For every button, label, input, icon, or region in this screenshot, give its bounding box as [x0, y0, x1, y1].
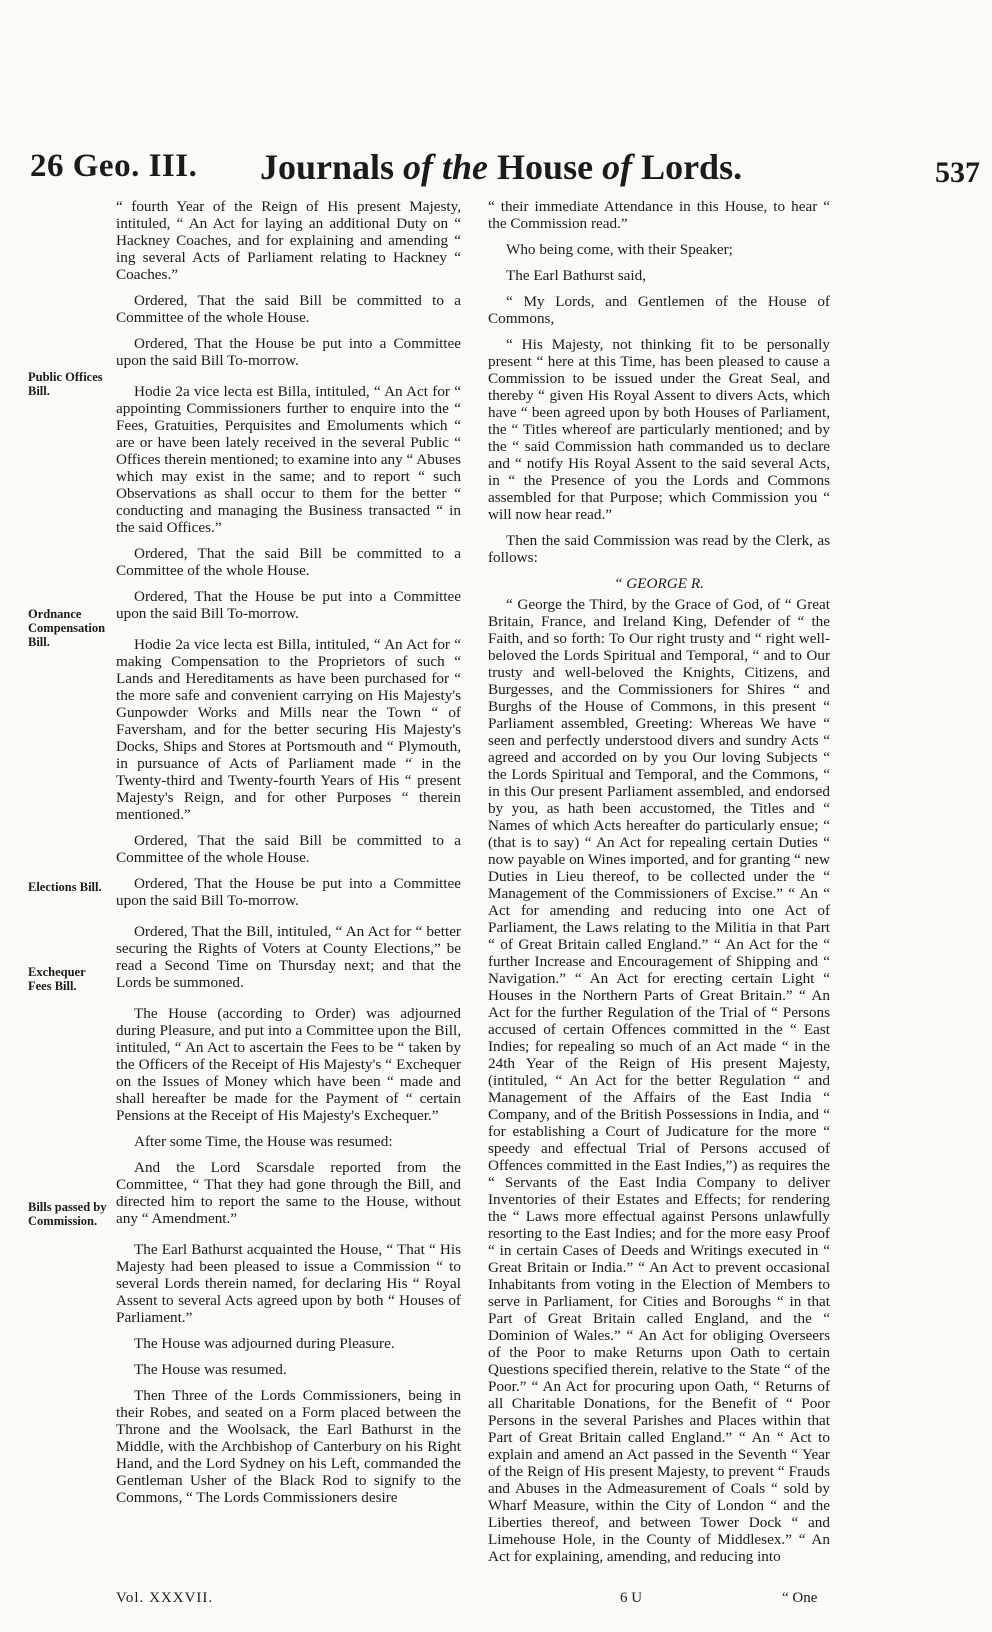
- title-part: of: [602, 147, 633, 187]
- paragraph: Ordered, That the said Bill be committed to a Committee of the whole House.: [116, 292, 461, 326]
- paragraph: Who being come, with their Speaker;: [506, 241, 733, 258]
- paragraph: The House (according to Order) was adjourned during Pleasure, and put into a Committee upon the Bill, intituled, “ An Act to ascertain the Fees to be “ taken by the Officers of the Receipt of His Majesty's “ Exchequer on the Issues of Money which have been “ made and shall hereafter be made for the Payment of “ certain Pensions at the Receipt of His Majesty's Exchequer.”: [116, 1005, 461, 1124]
- right-column: [488, 198, 830, 1574]
- paragraph: Hodie 2a vice lecta est Billa, intituled, “ An Act for “ making Compensation to the Proprietors of such “ Lands and Hereditaments as have been purchased for “ the more safe and convenient carrying on His Majesty's Gunpowder Works and Mills near the Town “ of Faversham, and for the better securing His Majesty's Docks, Ships and Stores at Portsmouth and “ Plymouth, in pursuance of Acts of Parliament made “ in the Twenty-third and Twenty-fourth Years of His “ present Majesty's Reign, and for other Purposes “ therein mentioned.”: [116, 636, 461, 823]
- margin-note-ordnance: Ordnance Compensation Bill.: [28, 607, 106, 649]
- margin-note-exchequer: Exchequer Fees Bill.: [28, 965, 86, 993]
- paragraph: “ fourth Year of the Reign of His present Majesty, intituled, “ An Act for laying an additional Duty on “ Hackney Coaches, and for explaining and amending “ ing several Acts of Parliament relating to Hackney “ Coaches.”: [116, 198, 461, 283]
- title-part: of the: [403, 147, 489, 187]
- paragraph: Then Three of the Lords Commissioners, being in their Robes, and seated on a Form placed between the Throne and the Woolsack, the Earl Bathurst in the Middle, with the Archbishop of Canterbury on his Right Hand, and the Lord Sydney on his Left, commanded the Gentleman Usher of the Black Rod to signify to the Commons, “ The Lords Commissioners desire: [116, 1387, 461, 1506]
- catchword: “ One: [782, 1590, 818, 1606]
- margin-note-bills-passed: Bills passed by Commission.: [28, 1200, 107, 1228]
- page-number: 537: [935, 156, 980, 189]
- paragraph: Ordered, That the Bill, intituled, “ An Act for “ better securing the Rights of Voters at County Elections,” be read a Second Time on Thursday next; and that the Lords be summoned.: [116, 923, 461, 991]
- margin-note-public-offices: Public Offices Bill.: [28, 370, 103, 398]
- left-column: [116, 198, 461, 1515]
- title-part: House: [488, 147, 603, 187]
- paragraph: And the Lord Scarsdale reported from the Committee, “ That they had gone through the Bill, and directed him to report the same to the House, without any “ Amendment.”: [116, 1159, 461, 1227]
- paragraph: After some Time, the House was resumed:: [134, 1133, 393, 1150]
- paragraph: Ordered, That the said Bill be committed to a Committee of the whole House.: [116, 545, 461, 579]
- paragraph: “ My Lords, and Gentlemen of the House of Commons,: [488, 293, 830, 327]
- paragraph: “ their immediate Attendance in this House, to hear “ the Commission read.”: [488, 198, 830, 232]
- paragraph: The Earl Bathurst acquainted the House, “ That “ His Majesty had been pleased to issue a Commission “ to several Lords therein named, for declaring His “ Royal Assent to several Acts agreed upon by both “ Houses of Parliament.”: [116, 1241, 461, 1326]
- paragraph: Ordered, That the House be put into a Committee upon the said Bill To-morrow.: [116, 875, 461, 909]
- paragraph: Ordered, That the said Bill be committed to a Committee of the whole House.: [116, 832, 461, 866]
- paragraph: The House was adjourned during Pleasure.: [134, 1335, 395, 1352]
- paragraph: “ His Majesty, not thinking fit to be personally present “ here at this Time, has been pleased to cause a Commission to be issued under the Great Seal, and thereby “ given His Royal Assent to divers Acts, which have “ been agreed upon by both Houses of Parliament, the “ Titles whereof are particularly mentioned; and by the “ said Commission hath commanded us to declare and “ notify His Royal Assent to the said several Acts, in “ the Presence of you the Lords and Commons assembled for that Purpose; which Commission you “ will now hear read.”: [488, 336, 830, 523]
- title-part: Lords.: [632, 147, 743, 187]
- margin-note-elections: Elections Bill.: [28, 880, 102, 894]
- paragraph: Then the said Commission was read by the Clerk, as follows:: [488, 532, 830, 566]
- paragraph: “ George the Third, by the Grace of God, of “ Great Britain, France, and Ireland King, Defender of “ the Faith, and so forth: To Our right trusty and “ right well-beloved the Lords Spiritual and Temporal, “ and to Our trusty and well-beloved the Knights, Citizens, and Burgesses, and the Commissioners for Shires “ and Burghs of the House of Commons, in this present “ Parliament assembled, Greeting: Whereas We have “ seen and perfectly understood divers and sundry Acts “ agreed and accorded on by you Our loving Subjects “ the Lords Spiritual and Temporal, and the Commons, “ in this Our present Parliament assembled, and endorsed by you, as hath been accustomed, the Titles and “ Names of which Acts hereafter do particularly ensue; “ (that is to say) “ An Act for repealing certain Duties “ now payable on Wines imported, and for granting “ new Duties in Lieu thereof, to be collected under the “ Management of the Commissioners of Excise.” “ An “ Act for amending and reducing into one Act of Parliament, the Laws relating to the Militia in that Part “ of Great Britain called England.” “ An Act for the “ further Increase and Encouragement of Shipping and “ Navigation.” “ An Act for erecting certain Light “ Houses in the Northern Parts of Great Britain.” “ An Act for the further Regulation of the Trial of “ Persons accused of certain Offences committed in the “ East Indies; for repealing so much of an Act made “ in the 24th Year of the Reign of His present Majesty, (intituled, “ An Act for the better Regulation “ and Management of the Affairs of the East India “ Company, and of the British Possessions in India, and “ for establishing a Court of Judicature for the more “ speedy and effectual Trial of Persons accused of Offences committed in the East Indies,”) as requires the “ Servants of the East India Company to deliver Inventories of their Estates and Effects; for rendering the “ Laws more effectual against Persons unlawfully resorting to the East Indies; and for the more easy Proof “ in certain Cases of Deeds and Writings executed in “ Great Britain or India.” “ An Act to prevent occasional Inhabitants from voting in the Election of Members to serve in Parliament, for Cities and Boroughs “ in that Part of Great Britain called England, and the “ Dominion of Wales.” “ An Act for obliging Overseers of the Poor to make Returns upon Oath to certain Questions specified therein, relative to the State “ of the Poor.” “ An Act for procuring upon Oath, “ Returns of all Charitable Donations, for the Benefit of “ Poor Persons in the several Parishes and Places within that Part of Great Britain called England.” “ An “ Act to explain and amend an Act passed in the Seventh “ Year of the Reign of His present Majesty, to prevent “ Frauds and Abuses in the Admeasurement of Coals “ sold by Wharf Measure, within the City of London “ and the Liberties thereof, and between Tower Dock “ and Limehouse Hole, in the County of Middlesex.” “ An Act for explaining, amending, and reducing into: [488, 596, 830, 1565]
- journal-title: [260, 146, 742, 188]
- title-part: Journals: [260, 147, 404, 187]
- signature-mark: 6 U: [620, 1590, 643, 1606]
- paragraph: The Earl Bathurst said,: [506, 267, 647, 284]
- commission-heading: “ GEORGE R.: [614, 575, 704, 592]
- regnal-year: 26 Geo. III.: [30, 148, 198, 184]
- volume-number: Vol. XXXVII.: [116, 1590, 214, 1606]
- paragraph: The House was resumed.: [134, 1361, 287, 1378]
- paragraph: Hodie 2a vice lecta est Billa, intituled, “ An Act for “ appointing Commissioners further to enquire into the “ Fees, Gratuities, Perquisites and Emoluments which “ are or have been lately received in the several Public “ Offices therein mentioned; to examine into any “ Abuses which may exist in the same; and to report “ such Observations as shall occur to them for the better “ conducting and managing the Business transacted “ in the said Offices.”: [116, 383, 461, 536]
- page-header: [30, 140, 980, 190]
- paragraph: Ordered, That the House be put into a Committee upon the said Bill To-morrow.: [116, 588, 461, 622]
- paragraph: Ordered, That the House be put into a Committee upon the said Bill To-morrow.: [116, 335, 461, 369]
